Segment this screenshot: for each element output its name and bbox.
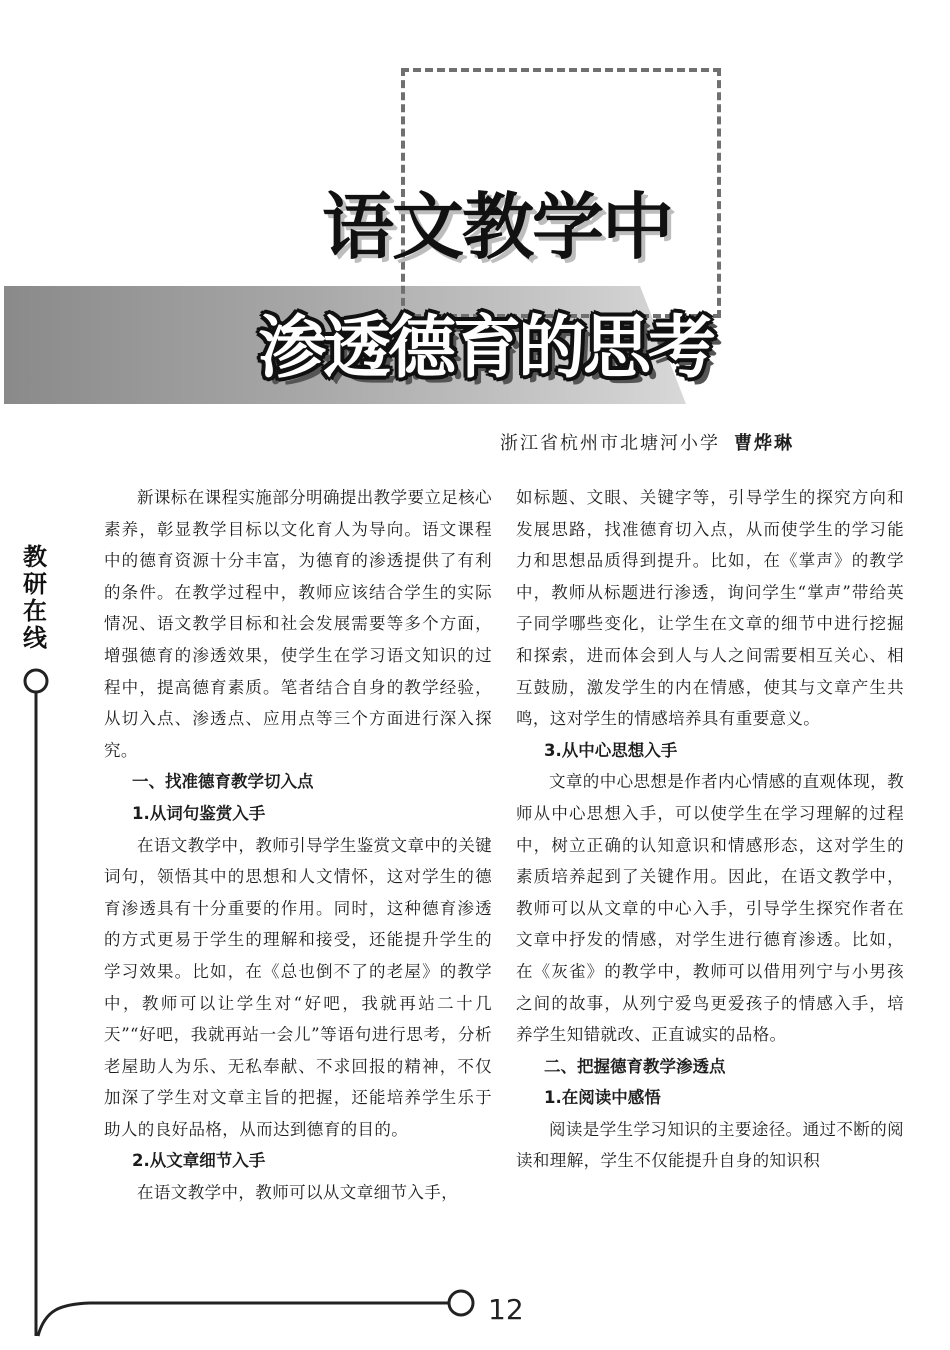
section-label-char: 在: [23, 597, 47, 625]
paragraph-sub3: 文章的中心思想是作者内心情感的直观体现，教师从中心思想入手，可以使学生在学习理解的过程中，树立正确的认知意识和情感形态，这对学生的素质培养起到了关键作用。因此，在语文教学中，教师可以从文章的中心入手，引导学生探究作者在文章中抒发的情感，对学生进行德育渗透。比如，在《灰雀》的教学中，教师可以借用列宁与小男孩之间的故事，从列宁爱鸟更爱孩子的情感入手，培养学生知错就改、正直诚实的品格。: [516, 772, 904, 1045]
section-heading-2: 二、把握德育教学渗透点: [544, 1056, 726, 1076]
paragraph-sub2-continued: 如标题、文眼、关键字等，引导学生的探究方向和发展思路，找准德育切入点，从而使学生的学习能力和思想品质得到提升。比如，在《掌声》的教学中，教师从标题进行渗透，询问学生“掌声”带给英子同学哪些变化，让学生在文章的细节中进行挖掘和探索，进而体会到人与人之间需要相互关心、相互鼓励，激发学生的内在情感，使其与文章产生共鸣，这对学生的情感培养具有重要意义。: [516, 488, 904, 729]
rail-end-circle: [449, 1291, 473, 1315]
section-label-char: 教: [23, 543, 47, 571]
author-affiliation: 浙江省杭州市北塘河小学: [500, 433, 720, 454]
paragraph-sub2-start: 在语文教学中，教师可以从文章细节入手，: [137, 1183, 459, 1203]
right-text-column: [516, 482, 904, 1282]
section-heading-1: 一、找准德育教学切入点: [132, 772, 314, 792]
subheading-4: 1.在阅读中感悟: [544, 1088, 661, 1108]
page-number: 12: [488, 1293, 524, 1326]
article-title-line1: 语文教学中: [322, 185, 673, 269]
author-byline: [500, 428, 880, 460]
section-label: [18, 544, 52, 664]
author-name: 曹烨琳: [734, 433, 794, 454]
article-title-line2: 渗透德育的思考: [258, 309, 714, 388]
rail-top-circle: [25, 670, 47, 692]
section-label-char: 研: [23, 570, 47, 598]
subheading-1: 1.从词句鉴赏入手: [132, 803, 266, 823]
subheading-2: 2.从文章细节入手: [132, 1151, 266, 1171]
left-text-column: [104, 482, 492, 1282]
paragraph-sub4-start: 阅读是学生学习知识的主要途径。通过不断的阅读和理解，学生不仅能提升自身的知识积: [516, 1119, 904, 1171]
paragraph-sub1: 在语文教学中，教师引导学生鉴赏文章中的关键词句，领悟其中的思想和人文情怀，这对学生的德育渗透具有十分重要的作用。同时，这种德育渗透的方式更易于学生的理解和接受，还能提升学生的学习效果。比如，在《总也倒不了的老屋》的教学中，教师可以让学生对“好吧，我就再站二十几天”“好吧，我就再站一会儿”等语句进行思考，分析老屋助人为乐、无私奉献、不求回报的精神，不仅加深了学生对文章主旨的把握，还能培养学生乐于助人的良好品格，从而达到德育的目的。: [104, 835, 492, 1139]
subheading-3: 3.从中心思想入手: [544, 740, 678, 760]
intro-paragraph: 新课标在课程实施部分明确提出教学要立足核心素养，彰显教学目标以文化育人为导向。语文课程中的德育资源十分丰富，为德育的渗透提供了有利的条件。在教学过程中，教师应该结合学生的实际情况、语文教学目标和社会发展需要等多个方面，增强德育的渗透效果，使学生在学习语文知识的过程中，提高德育素质。笔者结合自身的教学经验，从切入点、渗透点、应用点等三个方面进行深入探究。: [104, 488, 492, 760]
section-label-char: 线: [23, 624, 47, 652]
